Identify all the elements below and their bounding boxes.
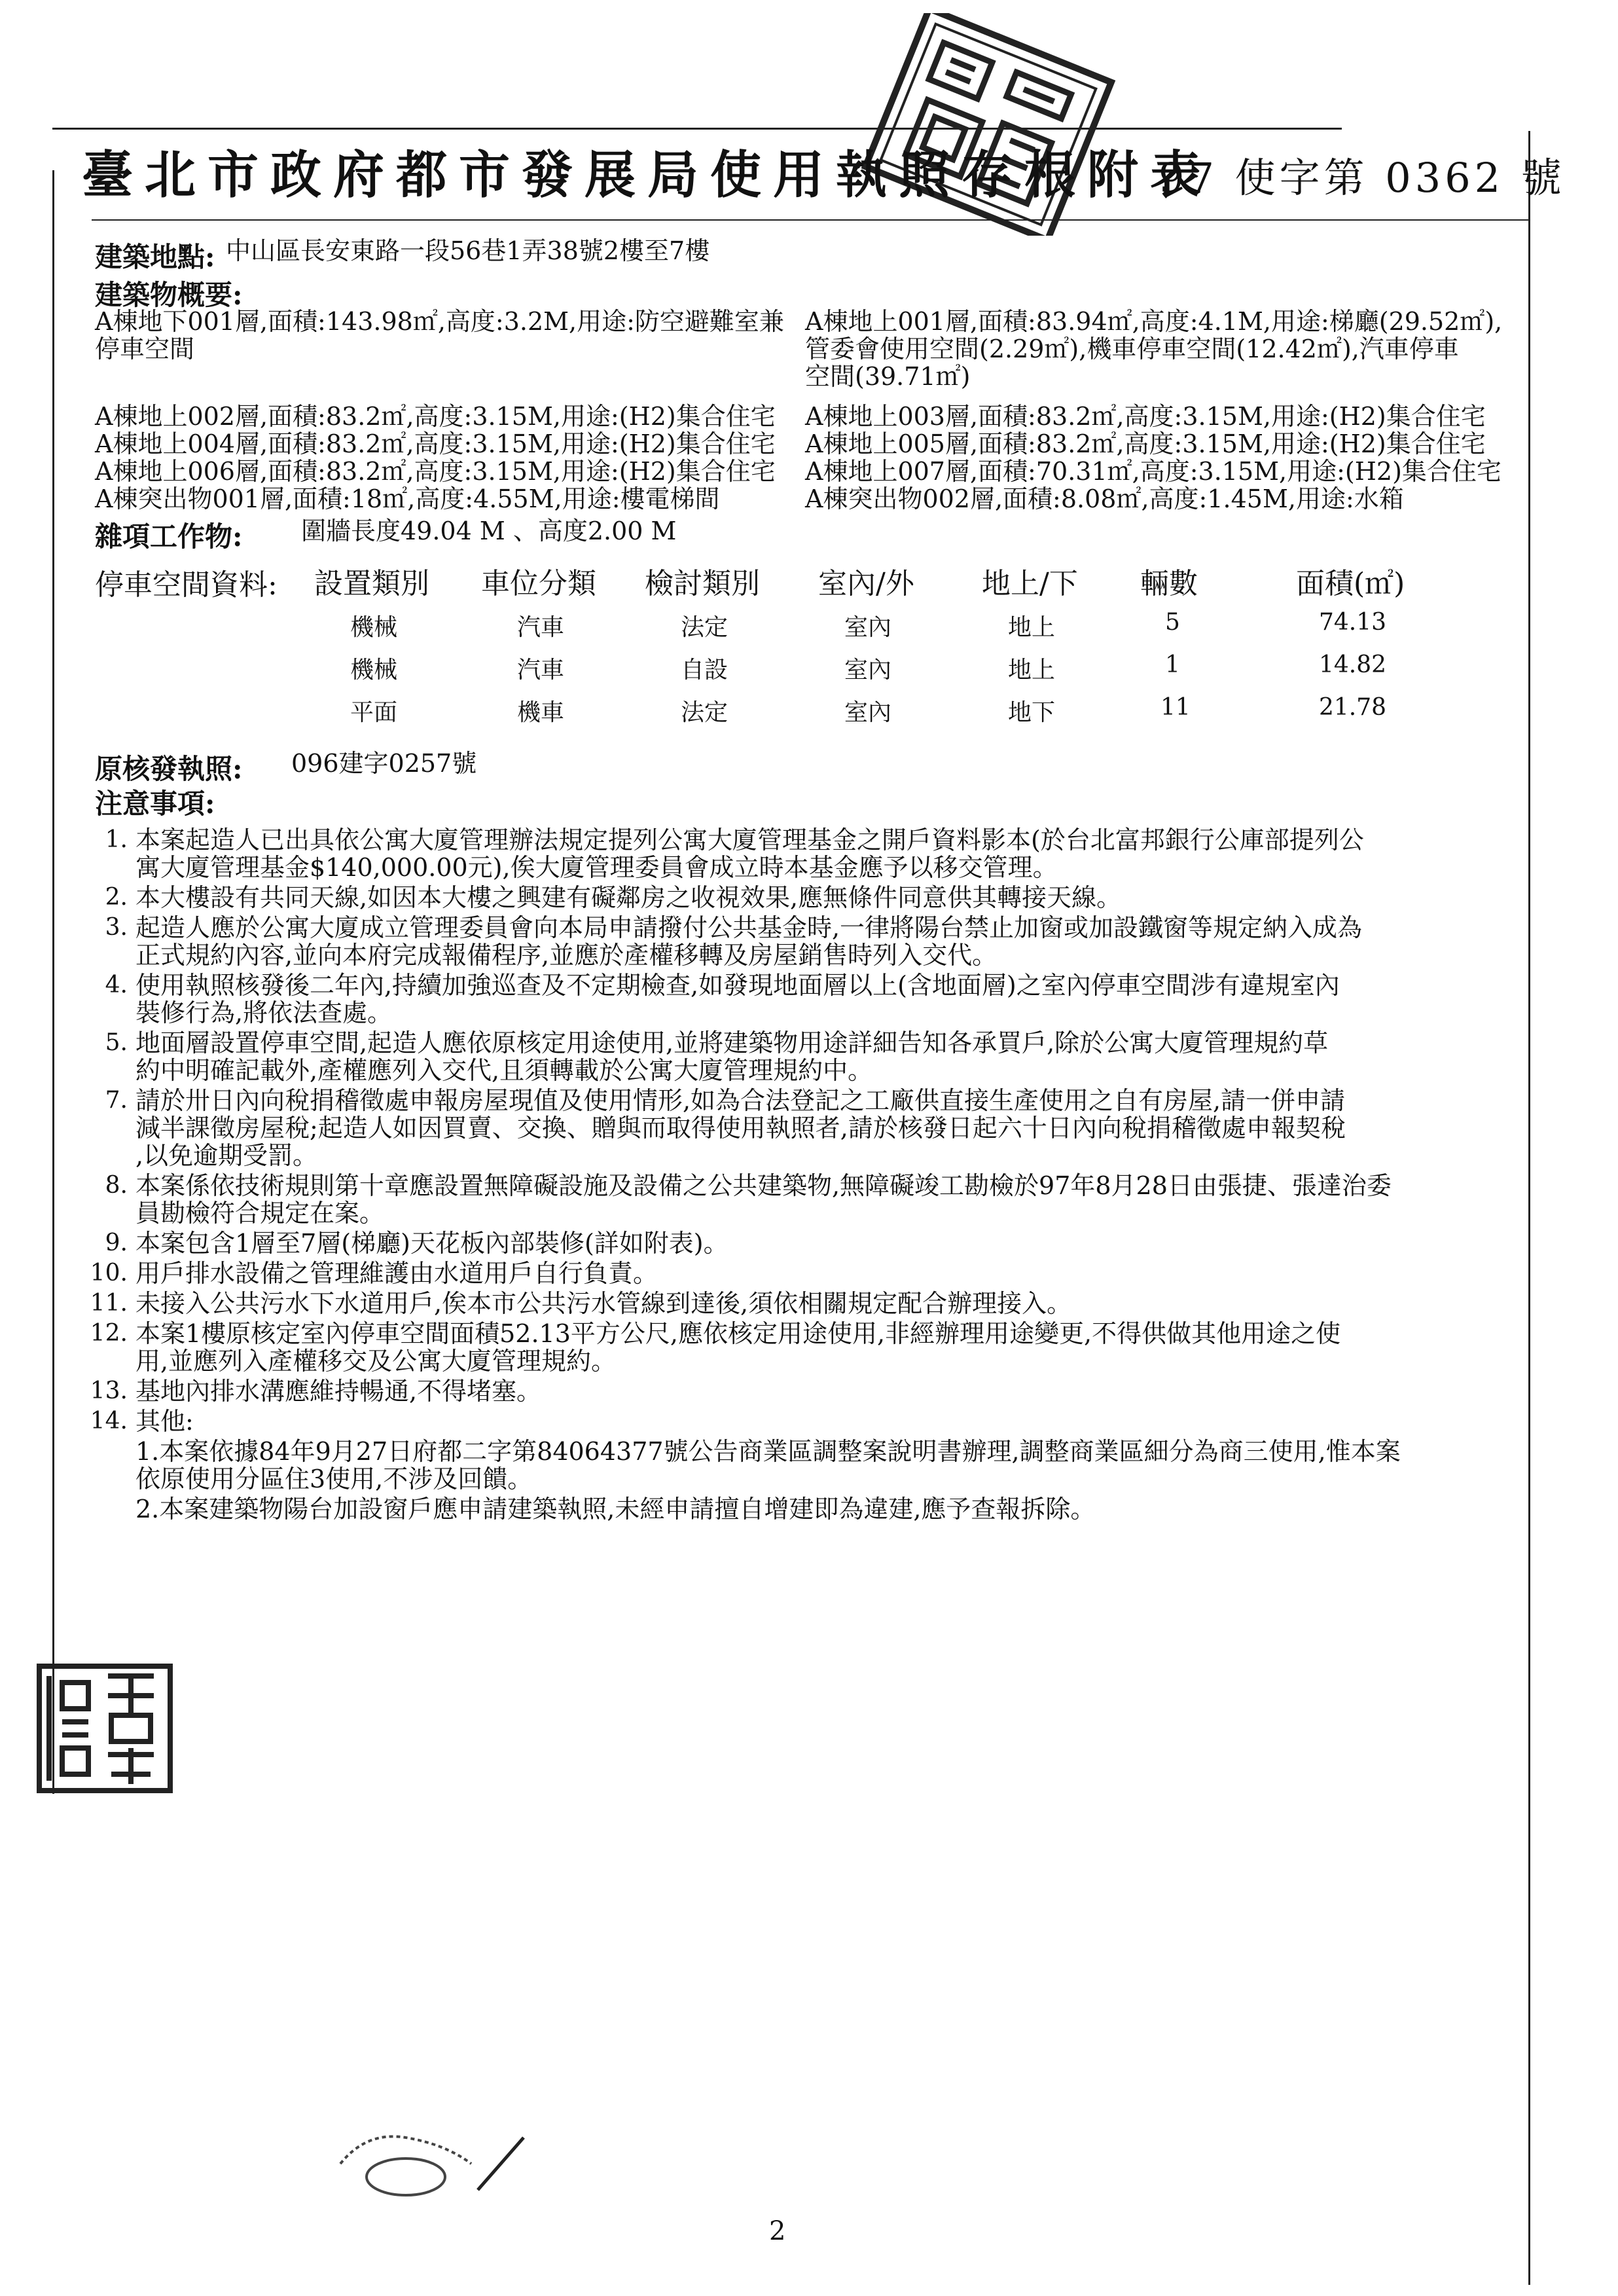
- note-sub-item: [135, 1495, 1522, 1523]
- note-line: 本案包含1層至7層(梯廳)天花板內部裝修(詳如附表)。: [135, 1229, 728, 1258]
- parking-cell: 地上: [1008, 614, 1056, 641]
- parking-cell: 地上: [1008, 657, 1056, 683]
- note-line: 用戶排水設備之管理維護由水道用戶自行負責。: [135, 1259, 658, 1288]
- note-line: 起造人應於公寓大廈成立管理委員會向本局申請撥付公共基金時,一律將陽台禁止加窗或加設鐵窗等規定納入成為: [135, 913, 1363, 942]
- notes-label: 注意事項:: [95, 788, 215, 820]
- parking-table: [314, 560, 1492, 730]
- note-line: 本大樓設有共同天線,如因本大樓之興建有礙鄰房之收視效果,應無條件同意供其轉接天線。: [135, 883, 1122, 912]
- parking-cell: 機械: [350, 614, 398, 641]
- floor-line: A棟地上001層,面積:83.94㎡,高度:4.1M,用途:梯廳(29.52㎡),: [805, 307, 1503, 336]
- parking-cell: 74.13: [1319, 609, 1387, 636]
- floor-line: 管委會使用空間(2.29㎡),機車停車空間(12.42㎡),汽車停車: [805, 335, 1459, 363]
- document-title: 臺北市政府都市發展局使用執照存根附表: [82, 145, 1214, 205]
- parking-cell: 機械: [350, 657, 398, 683]
- parking-cell: 14.82: [1319, 651, 1387, 678]
- note-line: 未接入公共污水下水道用戶,俟本市公共污水管線到達後,須依相關規定配合辦理接入。: [135, 1289, 1072, 1318]
- parking-cell: 1: [1165, 651, 1180, 678]
- overview-rows-right: [805, 403, 1501, 513]
- note-line: ,以免逾期受罰。: [135, 1141, 318, 1170]
- floor-line: A棟地上003層,面積:83.2㎡,高度:3.15M,用途:(H2)集合住宅: [805, 402, 1486, 431]
- left-border-rule: [52, 170, 54, 1794]
- note-sub-item: [135, 1438, 1522, 1493]
- misc-value: 圍牆長度49.04 M 、高度2.00 M: [301, 517, 677, 545]
- note-item: 7. 請於卅日內向稅捐稽徵處申報房屋現值及使用情形,如為合法登記之工廠供直接生產使用之自有房屋,請一併申請 減半課徵房屋稅;起造人如因買賣、交換、贈與而取得使用執照者,請於核發日起六十日內向稅捐稽徵處申報契稅 ,以免逾期受罰。: [82, 1087, 1522, 1169]
- note-item: 1. 本案起造人已出具依公寓大廈管理辦法規定提列公寓大廈管理基金之開戶資料影本(於台北富邦銀行公庫部提列公 寓大廈管理基金$140,000.00元),俟大廈管理委員會成立時本基金應予以移交管理。: [82, 826, 1522, 881]
- parking-cell: 5: [1165, 609, 1180, 636]
- note-line: 本案係依技術規則第十章應設置無障礙設施及設備之公共建築物,無障礙竣工勘檢於97年8月28日由張捷、張達治委: [135, 1171, 1392, 1200]
- parking-cell: 機車: [517, 699, 565, 726]
- note-item: 5. 地面層設置停車空間,起造人應依原核定用途使用,並將建築物用途詳細告知各承買戶,除於公寓大廈管理規約草 約中明確記載外,產權應列入交代,且須轉載於公寓大廈管理規約中。: [82, 1029, 1522, 1084]
- parking-label: 停車空間資料:: [95, 568, 278, 602]
- note-line: 1.本案依據84年9月27日府都二字第84064377號公告商業區調整案說明書辦理,調整商業區細分為商三使用,惟本案: [135, 1437, 1401, 1466]
- parking-cell: 平面: [350, 699, 398, 726]
- site-value: 中山區長安東路一段56巷1弄38號2樓至7樓: [226, 236, 710, 265]
- note-line: 減半課徵房屋稅;起造人如因買賣、交換、贈與而取得使用執照者,請於核發日起六十日內向稅捐稽徵處申報契稅: [135, 1114, 1346, 1142]
- parking-cell: 地下: [1008, 699, 1056, 726]
- note-item: 3. 起造人應於公寓大廈成立管理委員會向本局申請撥付公共基金時,一律將陽台禁止加窗或加設鐵窗等規定納入成為 正式規約內容,並向本府完成報備程序,並應於產權移轉及房屋銷售時列入交代。: [82, 914, 1522, 969]
- floor-line: A棟地下001層,面積:143.98㎡,高度:3.2M,用途:防空避難室兼: [95, 307, 784, 336]
- note-line: 裝修行為,將依法查處。: [135, 998, 393, 1027]
- note-item: 8. 本案係依技術規則第十章應設置無障礙設施及設備之公共建築物,無障礙竣工勘檢於97年8月28日由張捷、張達治委 員勘檢符合規定在案。: [82, 1172, 1522, 1227]
- parking-header-cell: 設置類別: [314, 567, 429, 600]
- note-line: 用,並應列入產權移交及公寓大廈管理規約。: [135, 1347, 617, 1376]
- parking-cell: 21.78: [1319, 694, 1387, 721]
- note-line: 約中明確記載外,產權應列入交代,且須轉載於公寓大廈管理規約中。: [135, 1056, 873, 1085]
- parking-header-cell: 輛數: [1140, 567, 1198, 600]
- note-line: 員勘檢符合規定在案。: [135, 1199, 384, 1228]
- misc-label: 雜項工作物:: [95, 520, 243, 553]
- note-item: 12. 本案1樓原核定室內停車空間面積52.13平方公尺,應依核定用途使用,非經辦理用途變更,不得供做其他用途之使 用,並應列入產權移交及公寓大廈管理規約。: [82, 1320, 1522, 1375]
- parking-cell: 自設: [681, 657, 728, 683]
- parking-header-cell: 地上/下: [982, 567, 1078, 600]
- parking-header-cell: 室內/外: [818, 567, 914, 600]
- note-item: 11. 未接入公共污水下水道用戶,俟本市公共污水管線到達後,須依相關規定配合辦理接入。: [82, 1290, 1522, 1317]
- page-number: 2: [769, 2216, 786, 2246]
- overview-rows-left: [95, 403, 776, 513]
- original-permit-value: 096建字0257號: [291, 749, 477, 778]
- floor-line: 停車空間: [95, 335, 195, 363]
- floor-line: A棟地上006層,面積:83.2㎡,高度:3.15M,用途:(H2)集合住宅: [95, 457, 776, 486]
- note-sub-items: [135, 1438, 1522, 1523]
- note-line: 使用執照核發後二年內,持續加強巡查及不定期檢查,如發現地面層以上(含地面層)之室內停車空間涉有違規室內: [135, 971, 1340, 1000]
- note-item: 13. 基地內排水溝應維持暢通,不得堵塞。: [82, 1377, 1522, 1405]
- note-line: 請於卅日內向稅捐稽徵處申報房屋現值及使用情形,如為合法登記之工廠供直接生產使用之自有房屋,請一併申請: [135, 1086, 1346, 1115]
- note-line: 2.本案建築物陽台加設窗戶應申請建築執照,未經申請擅自增建即為違建,應予查報拆除。: [135, 1495, 1096, 1523]
- note-line: 本案1樓原核定室內停車空間面積52.13平方公尺,應依核定用途使用,非經辦理用途變更,不得供做其他用途之使: [135, 1319, 1341, 1348]
- floor-line: A棟地上005層,面積:83.2㎡,高度:3.15M,用途:(H2)集合住宅: [805, 429, 1486, 458]
- note-line: 依原使用分區住3使用,不涉及回饋。: [135, 1465, 533, 1493]
- parking-cell: 11: [1160, 694, 1191, 721]
- parking-cell: 法定: [681, 699, 728, 726]
- parking-header-cell: 檢討類別: [645, 567, 760, 600]
- overview-floors-left: [95, 308, 784, 363]
- header-underline: [92, 219, 1528, 221]
- parking-cell: 汽車: [517, 657, 565, 683]
- note-item: 14. 其他:: [82, 1408, 1522, 1435]
- parking-cell: 室內: [844, 657, 892, 683]
- note-line: 寓大廈管理基金$140,000.00元),俟大廈管理委員會成立時本基金應予以移交管理。: [135, 853, 1058, 882]
- permit-number: 97 使字第 0362 號: [1159, 154, 1566, 202]
- note-line: 本案起造人已出具依公寓大廈管理辦法規定提列公寓大廈管理基金之開戶資料影本(於台北富邦銀行公庫部提列公: [135, 826, 1364, 854]
- parking-header-cell: 車位分類: [481, 567, 596, 600]
- right-border-rule: [1528, 131, 1530, 2285]
- parking-header-cell: 面積(㎡): [1296, 567, 1405, 600]
- parking-cell: 室內: [844, 614, 892, 641]
- overview-floors-right: [805, 308, 1502, 390]
- floor-line: 空間(39.71㎡): [805, 362, 971, 391]
- floor-line: A棟地上007層,面積:70.31㎡,高度:3.15M,用途:(H2)集合住宅: [805, 457, 1501, 486]
- header-top-rule: [52, 128, 1342, 130]
- note-item: 4. 使用執照核發後二年內,持續加強巡查及不定期檢查,如發現地面層以上(含地面層)之室內停車空間涉有違規室內 裝修行為,將依法查處。: [82, 972, 1522, 1027]
- note-line: 地面層設置停車空間,起造人應依原核定用途使用,並將建築物用途詳細告知各承買戶,除於公寓大廈管理規約草: [135, 1029, 1329, 1057]
- note-line: 基地內排水溝應維持暢通,不得堵塞。: [135, 1377, 542, 1406]
- note-item: 2. 本大樓設有共同天線,如因本大樓之興建有礙鄰房之收視效果,應無條件同意供其轉接天線。: [82, 884, 1522, 911]
- parking-cell: 汽車: [517, 614, 565, 641]
- notes-list: [82, 826, 1522, 1523]
- overview-label: 建築物概要:: [95, 279, 243, 311]
- note-item: 10. 用戶排水設備之管理維護由水道用戶自行負責。: [82, 1260, 1522, 1287]
- note-item: 9. 本案包含1層至7層(梯廳)天花板內部裝修(詳如附表)。: [82, 1230, 1522, 1257]
- floor-line: A棟突出物001層,面積:18㎡,高度:4.55M,用途:樓電梯間: [95, 484, 720, 513]
- original-permit-label: 原核發執照:: [95, 753, 243, 785]
- note-line: 其他:: [135, 1407, 194, 1436]
- parking-cell: 室內: [844, 699, 892, 726]
- parking-cell: 法定: [681, 614, 728, 641]
- floor-line: A棟突出物002層,面積:8.08㎡,高度:1.45M,用途:水箱: [805, 484, 1404, 513]
- floor-line: A棟地上002層,面積:83.2㎡,高度:3.15M,用途:(H2)集合住宅: [95, 402, 776, 431]
- floor-line: A棟地上004層,面積:83.2㎡,高度:3.15M,用途:(H2)集合住宅: [95, 429, 776, 458]
- side-seal-stamp: [36, 1663, 173, 1796]
- bottom-seal-stamp: [327, 2124, 537, 2206]
- note-line: 正式規約內容,並向本府完成報備程序,並應於產權移轉及房屋銷售時列入交代。: [135, 941, 998, 970]
- site-label: 建築地點:: [95, 241, 215, 273]
